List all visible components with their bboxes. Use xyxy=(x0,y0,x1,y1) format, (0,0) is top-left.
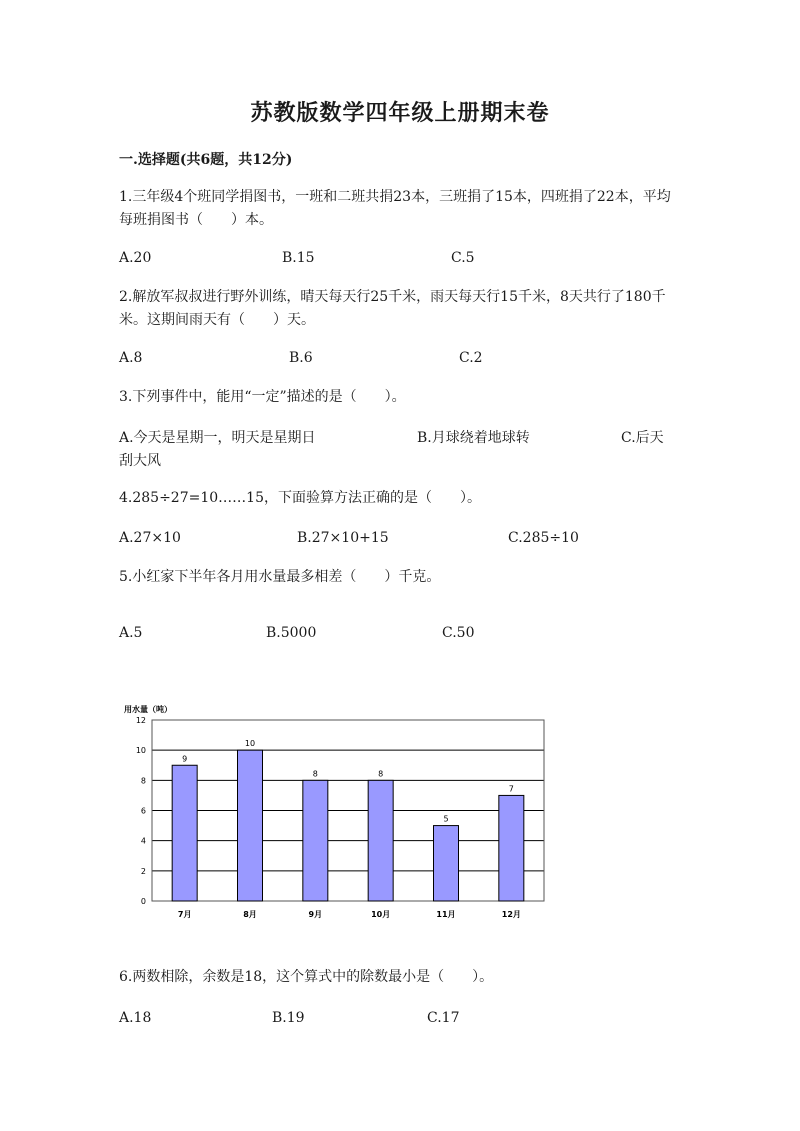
data-label: 7 xyxy=(508,784,514,794)
y-tick-label: 8 xyxy=(140,776,146,786)
y-tick-label: 10 xyxy=(135,746,146,756)
q5-option-c[interactable]: C.50 xyxy=(442,625,475,641)
question-1: 1.三年级4个班同学捐图书，一班和二班共捐23本，三班捐了15本，四班捐了22本，平均每班捐图书（ ）本。 xyxy=(119,189,671,228)
q2-option-b[interactable]: B.6 xyxy=(289,350,313,366)
q3-option-b[interactable]: B.月球绕着地球转 xyxy=(417,430,530,446)
data-label: 10 xyxy=(244,739,256,749)
bar-6 xyxy=(499,795,524,901)
question-2: 2.解放军叔叔进行野外训练，晴天每天行25千米，雨天每天行15千米，8天共行了180千米。这期间雨天有（ ）天。 xyxy=(119,289,666,328)
q2-option-c[interactable]: C.2 xyxy=(459,350,483,366)
data-label: 8 xyxy=(378,769,384,779)
q1-option-a[interactable]: A.20 xyxy=(119,250,152,266)
question-5: 5.小红家下半年各月用水量最多相差（ ）千克。 xyxy=(119,569,441,585)
q6-option-b[interactable]: B.19 xyxy=(272,1010,305,1026)
x-tick-label: 11月 xyxy=(436,910,456,919)
section-heading: 一.选择题(共6题，共12分) xyxy=(119,152,293,168)
q3-option-c[interactable]: C.后天刮大风 xyxy=(119,430,664,469)
bar-5 xyxy=(434,826,459,901)
q4-option-c[interactable]: C.285÷10 xyxy=(508,530,579,546)
y-tick-label: 0 xyxy=(140,897,146,906)
question-4: 4.285÷27=10……15，下面验算方法正确的是（ ）。 xyxy=(119,490,481,506)
water-usage-bar-chart xyxy=(118,700,558,930)
q6-option-a[interactable]: A.18 xyxy=(119,1010,152,1026)
q1-option-c[interactable]: C.5 xyxy=(451,250,475,266)
question-6: 6.两数相除，余数是18，这个算式中的除数最小是（ ）。 xyxy=(119,969,494,985)
q5-option-b[interactable]: B.5000 xyxy=(266,625,317,641)
q3-option-a[interactable]: A.今天是星期一，明天是星期日 xyxy=(119,430,316,446)
data-label: 8 xyxy=(312,769,318,779)
q4-option-b[interactable]: B.27×10+15 xyxy=(297,530,389,546)
bar-3 xyxy=(303,780,328,901)
bar-2 xyxy=(238,750,263,901)
bar-1 xyxy=(172,765,197,901)
y-tick-label: 12 xyxy=(135,716,146,725)
q2-option-a[interactable]: A.8 xyxy=(119,350,143,366)
y-tick-label: 4 xyxy=(140,836,146,846)
page-title: 苏教版数学四年级上册期末卷 xyxy=(250,100,550,126)
x-tick-label: 8月 xyxy=(243,910,257,919)
q1-option-b[interactable]: B.15 xyxy=(282,250,315,266)
q6-option-c[interactable]: C.17 xyxy=(427,1010,460,1026)
q4-option-a[interactable]: A.27×10 xyxy=(119,530,181,546)
data-label: 5 xyxy=(443,814,449,824)
q5-option-a[interactable]: A.5 xyxy=(119,625,143,641)
x-tick-label: 7月 xyxy=(177,910,192,919)
x-tick-label: 9月 xyxy=(308,910,323,919)
y-axis-title: 用水量（吨） xyxy=(124,705,172,714)
x-tick-label: 10月 xyxy=(371,910,391,919)
y-tick-label: 2 xyxy=(140,866,146,876)
y-tick-label: 6 xyxy=(140,806,146,816)
data-label: 9 xyxy=(182,754,188,764)
bar-4 xyxy=(368,780,393,901)
x-tick-label: 12月 xyxy=(501,910,521,919)
question-3: 3.下列事件中，能用“一定”描述的是（ ）。 xyxy=(119,389,406,405)
